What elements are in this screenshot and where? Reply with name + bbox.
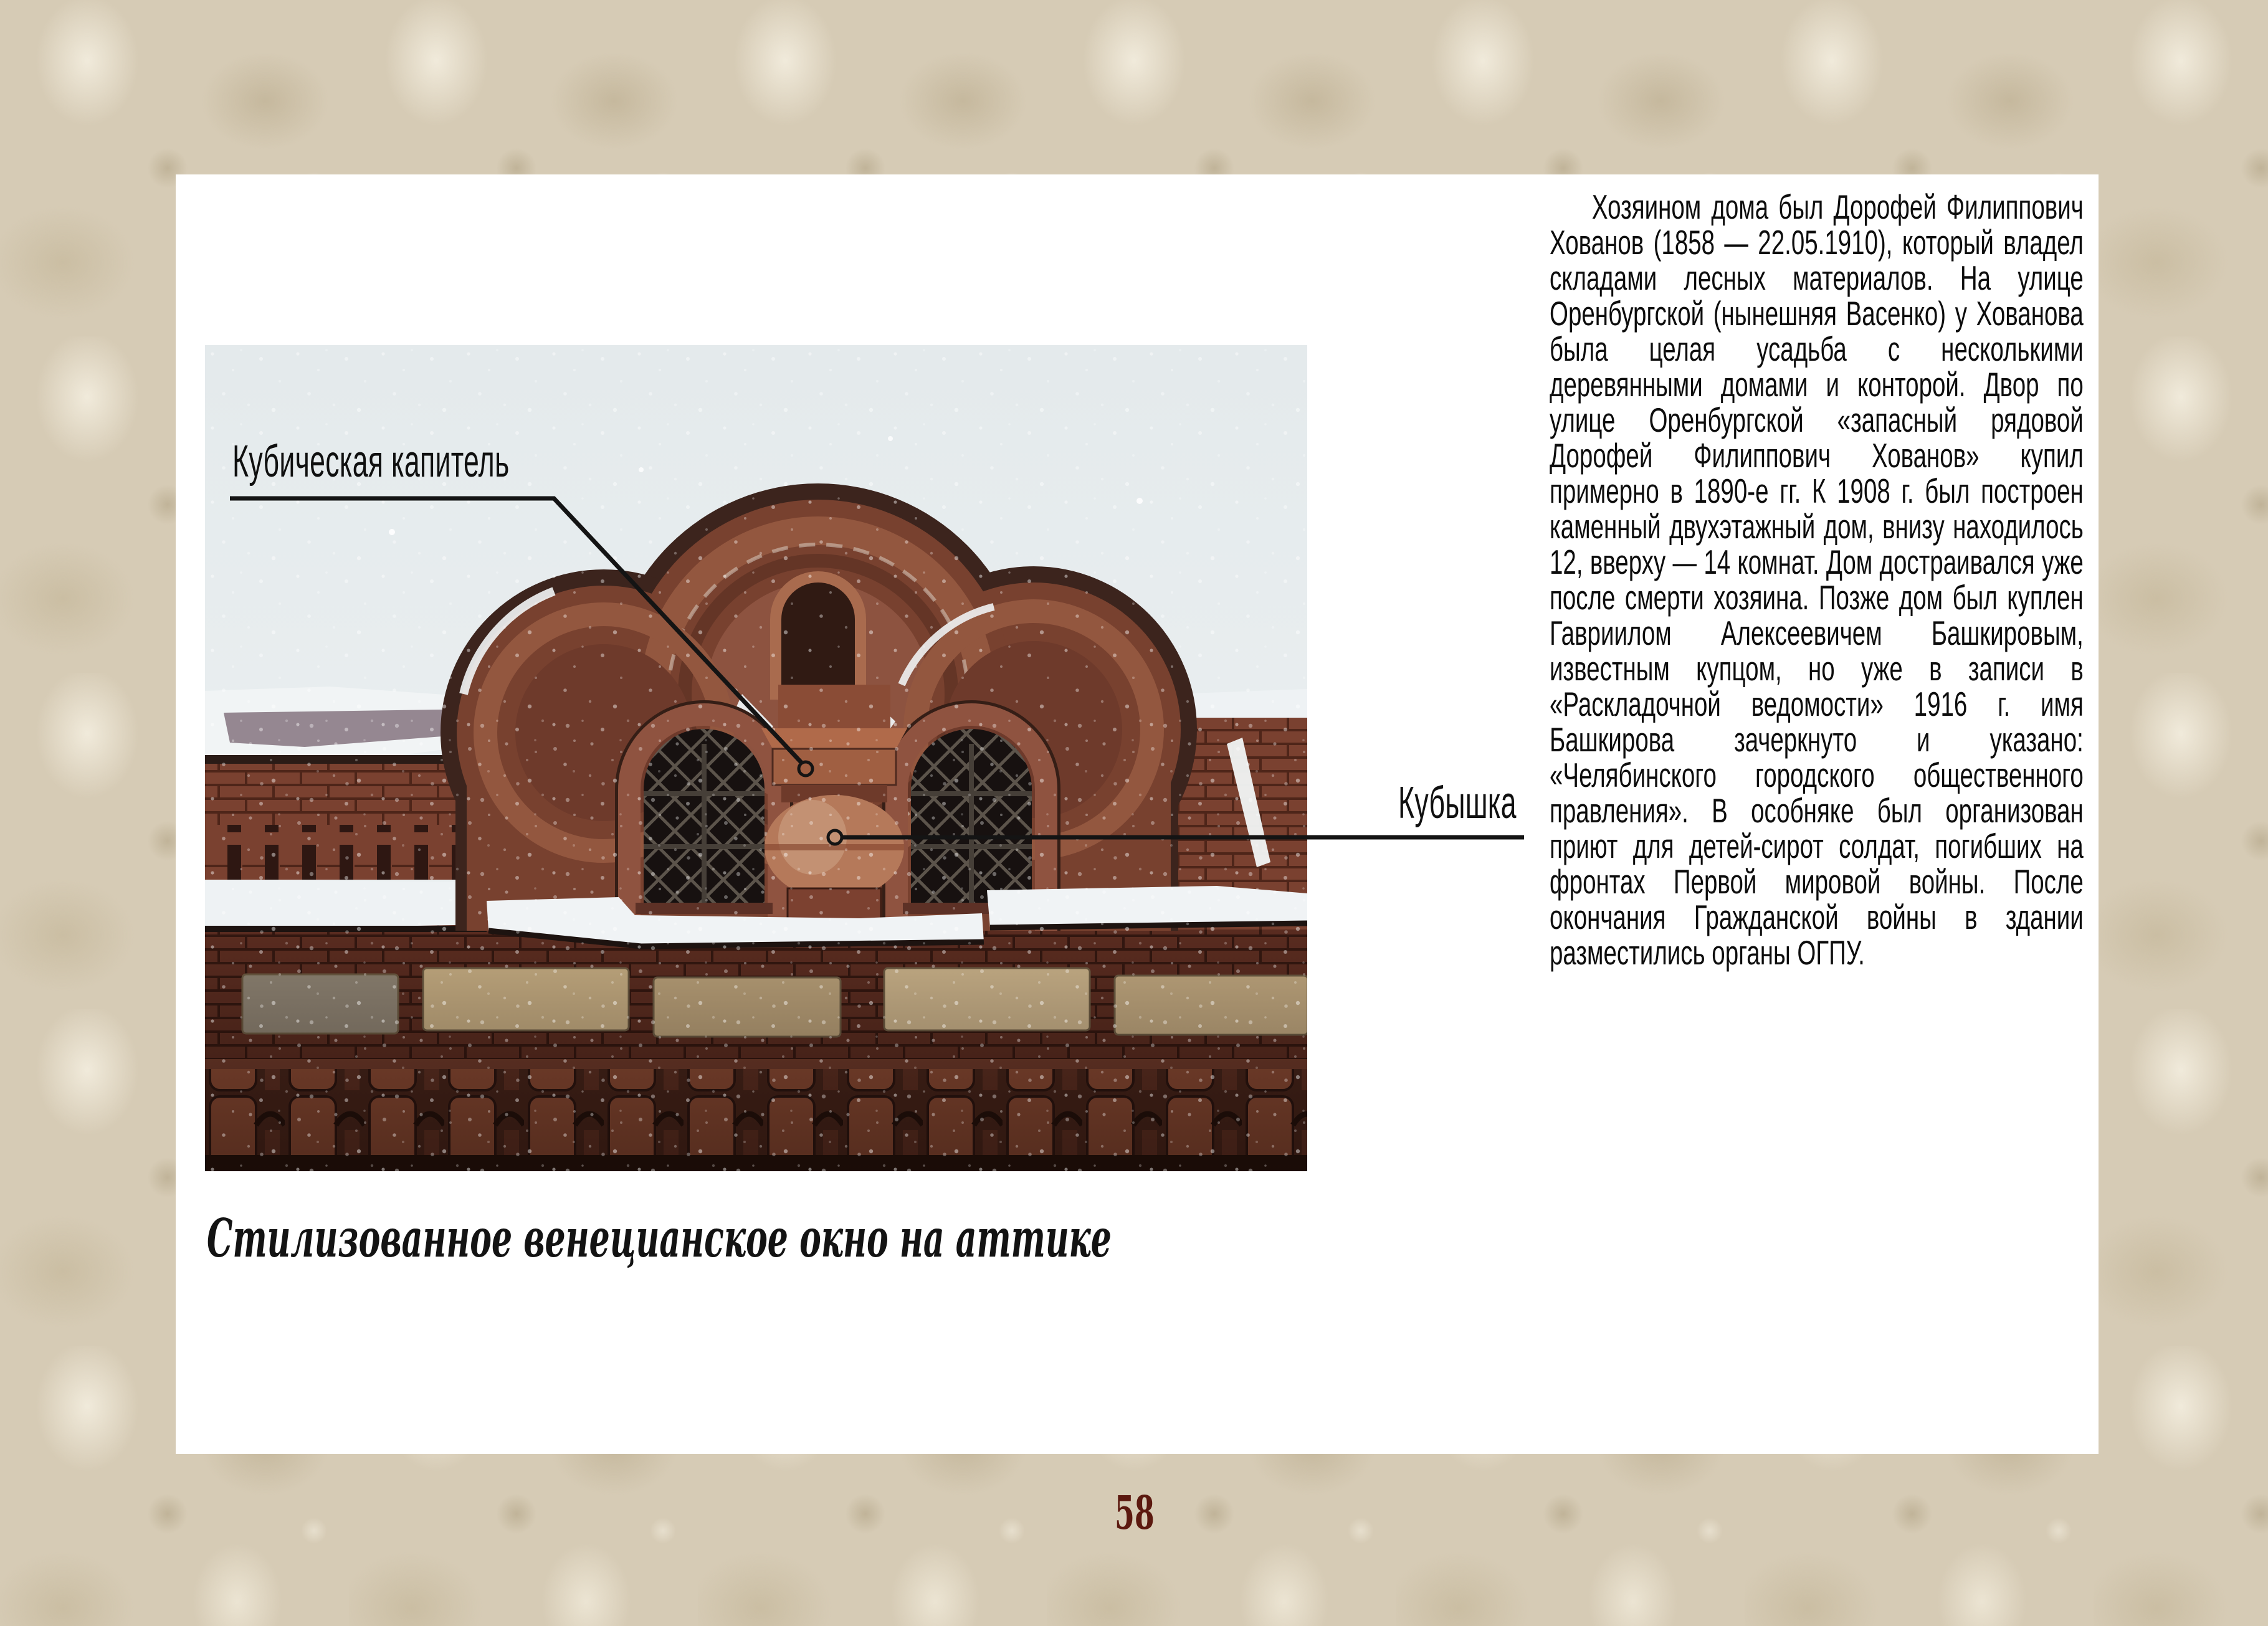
page-number: 58 (1115, 1486, 1155, 1540)
photo-caption: Стилизованное венецианское окно на аттике (207, 1207, 1112, 1269)
annotation-label-kubyshka: Кубышка (1398, 778, 1517, 828)
article-text: Хозяином дома был Дорофей Филиппович Хованов (1858 — 22.05.1910), который владел складами лесных материалов. На улице Оренбургской (нынешняя Васенко) у Хованова была целая усадьба с несколькими деревянными домами и конторой. Двор по улице Оренбургской «запасный рядовой Дорофей Филиппович Хованов» купил примерно в 1890-е гг. К 1908 г. был построен каменный двухэтажный дом, внизу находилось 12, вверху — 14 комнат. Дом достраивался уже после смерти хозяина. Позже дом был куплен Гавриилом Алексеевичем Башкировым, известным купцом, но уже в записи в «Раскладочной ведомости» 1916 г. имя Башкирова зачеркнуто и указано: «Челябинского городского общественного правления». В особняке был организован приют для детей-сирот солдат, погибших на фронтах Первой мировой войны. После окончания Гражданской войны в здании разместились органы ОГПУ. (1550, 188, 2084, 972)
content-panel (176, 174, 2099, 1454)
annotation-label-capital: Кубическая капитель (232, 437, 510, 487)
